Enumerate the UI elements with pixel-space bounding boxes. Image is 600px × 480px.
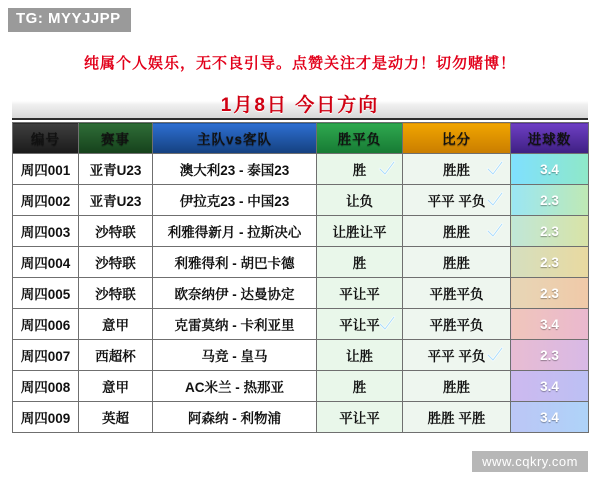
cell-event: 意甲 (79, 309, 153, 340)
cell-score (403, 309, 511, 340)
cell-number: 周四006 (13, 309, 79, 340)
cell-goals (511, 216, 589, 247)
title-bar (12, 88, 588, 120)
cell-result-text: 让负 (346, 194, 373, 209)
cell-score-text: 胜胜 (443, 380, 470, 395)
cell-match: 利雅得新月 - 拉斯决心 (153, 216, 317, 247)
cell-match: 伊拉克23 - 中国23 (153, 185, 317, 216)
cell-score (403, 185, 511, 216)
cell-score-text: 胜胜 (443, 225, 470, 240)
cell-score-text: 胜胜 (443, 163, 470, 178)
table-row (13, 402, 589, 433)
cell-goals-text: 2.3 (540, 254, 559, 270)
table-row (13, 154, 589, 185)
column-header-event: 赛事 (79, 123, 153, 154)
predictions-table (12, 122, 589, 433)
cell-event: 沙特联 (79, 278, 153, 309)
cell-event: 沙特联 (79, 216, 153, 247)
cell-result (317, 309, 403, 340)
cell-event: 沙特联 (79, 247, 153, 278)
cell-score-text: 胜胜 (443, 256, 470, 271)
cell-result (317, 402, 403, 433)
cell-number: 周四009 (13, 402, 79, 433)
cell-score-text: 平平 平负 (427, 194, 486, 209)
cell-result (317, 185, 403, 216)
column-header-number: 编号 (13, 123, 79, 154)
cell-goals-text: 3.4 (540, 378, 559, 394)
cell-goals (511, 402, 589, 433)
cell-result (317, 216, 403, 247)
cell-result-text: 胜 (352, 380, 367, 395)
cell-result (317, 247, 403, 278)
cell-score (403, 402, 511, 433)
cell-score (403, 340, 511, 371)
cell-number: 周四007 (13, 340, 79, 371)
cell-match: 克雷莫纳 - 卡利亚里 (153, 309, 317, 340)
table-row (13, 216, 589, 247)
cell-match: 阿森纳 - 利物浦 (153, 402, 317, 433)
cell-result-text: 平让平 (339, 318, 380, 333)
table-row (13, 340, 589, 371)
cell-result-text: 让胜让平 (332, 225, 387, 240)
table-row (13, 185, 589, 216)
cell-score (403, 247, 511, 278)
cell-event: 亚青U23 (79, 154, 153, 185)
cell-result-text: 平让平 (339, 287, 380, 302)
table-row (13, 278, 589, 309)
cell-event: 亚青U23 (79, 185, 153, 216)
column-header-goals: 进球数 (511, 123, 589, 154)
cell-event: 意甲 (79, 371, 153, 402)
cell-number: 周四003 (13, 216, 79, 247)
cell-goals-text: 2.3 (540, 285, 559, 301)
cell-score (403, 154, 511, 185)
cell-goals-text: 2.3 (540, 192, 559, 208)
cell-number: 周四008 (13, 371, 79, 402)
column-header-match: 主队vs客队 (153, 123, 317, 154)
cell-match: AC米兰 - 热那亚 (153, 371, 317, 402)
cell-goals-text: 2.3 (540, 223, 559, 239)
cell-result-text: 胜 (352, 163, 367, 178)
cell-result-text: 胜 (352, 256, 367, 271)
cell-event: 西超杯 (79, 340, 153, 371)
cell-goals (511, 278, 589, 309)
cell-result (317, 340, 403, 371)
cell-score (403, 216, 511, 247)
table-row (13, 371, 589, 402)
cell-goals-text: 3.4 (540, 161, 559, 177)
cell-score (403, 278, 511, 309)
cell-goals-text: 2.3 (540, 347, 559, 363)
cell-score-text: 平胜平负 (429, 287, 484, 302)
cell-score-text: 平平 平负 (427, 349, 486, 364)
cell-score-text: 胜胜 平胜 (427, 411, 486, 426)
cell-number: 周四004 (13, 247, 79, 278)
cell-match: 马竞 - 皇马 (153, 340, 317, 371)
cell-result (317, 371, 403, 402)
table-row (13, 309, 589, 340)
cell-result (317, 278, 403, 309)
cell-score (403, 371, 511, 402)
cell-number: 周四001 (13, 154, 79, 185)
cell-goals-text: 3.4 (540, 316, 559, 332)
cell-match: 欧奈纳伊 - 达曼协定 (153, 278, 317, 309)
column-header-result: 胜平负 (317, 123, 403, 154)
cell-goals (511, 185, 589, 216)
predictions-table-wrapper (12, 122, 588, 433)
cell-result-text: 平让平 (339, 411, 380, 426)
cell-goals (511, 309, 589, 340)
cell-result (317, 154, 403, 185)
cell-number: 周四005 (13, 278, 79, 309)
cell-event: 英超 (79, 402, 153, 433)
cell-goals (511, 371, 589, 402)
table-body (13, 154, 589, 433)
table-header-row (13, 123, 589, 154)
page-title: 1月8日 今日方向 (220, 94, 380, 116)
cell-match: 澳大利23 - 泰国23 (153, 154, 317, 185)
cell-result-text: 让胜 (346, 349, 373, 364)
cell-number: 周四002 (13, 185, 79, 216)
table-row (13, 247, 589, 278)
cell-score-text: 平胜平负 (429, 318, 484, 333)
cell-goals (511, 247, 589, 278)
cell-goals-text: 3.4 (540, 409, 559, 425)
cell-goals (511, 340, 589, 371)
telegram-handle-badge: TG: MYYJJPP (8, 8, 131, 32)
cell-goals (511, 154, 589, 185)
site-watermark: www.cqkry.com (472, 451, 588, 472)
cell-match: 利雅得利 - 胡巴卡德 (153, 247, 317, 278)
column-header-score: 比分 (403, 123, 511, 154)
disclaimer-banner: 纯属个人娱乐，无不良引导。点赞关注才是动力！切勿赌博！ (83, 55, 516, 72)
